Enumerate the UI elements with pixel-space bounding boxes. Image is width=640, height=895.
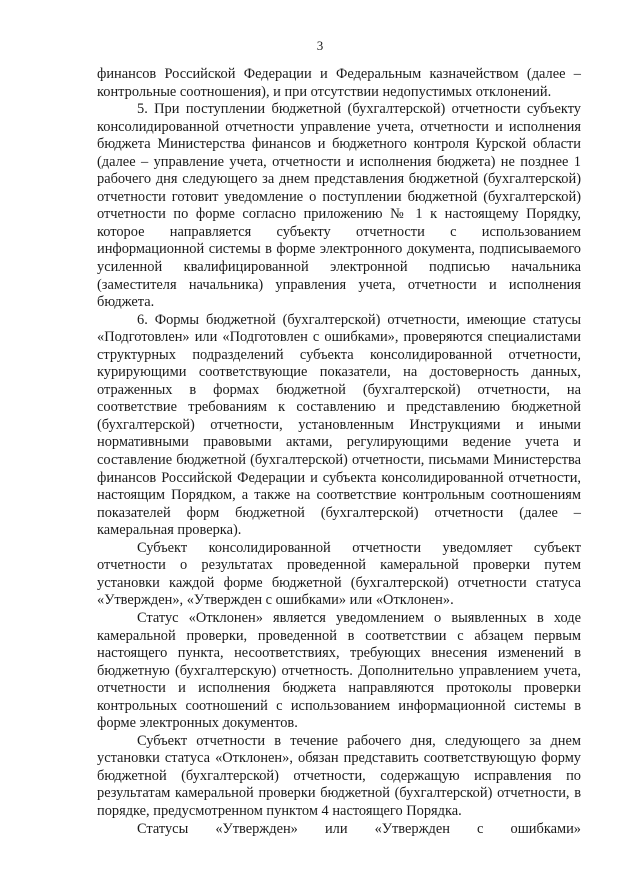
paragraph-continuation: финансов Российской Федерации и Федеральным казначейством (далее – контрольные соотношения), и при отсутствии недопустимых отклонений. [97, 66, 581, 100]
paragraph-status-rejected: Статус «Отклонен» является уведомлением о выявленных в ходе камеральной проверки, проведенной в соответствии с абзацем первым настоящего пункта, несоответствиях, требующих внесения изменений в бюджетную (бухгалтерскую) отчетность. Дополнительно управлением учета, отчетности и исполнения бюджета направляются протоколы проверки контрольных соотношений с использованием информационной системы в форме электронных документов. [97, 609, 581, 732]
page-number: 3 [316, 38, 324, 53]
paragraph-item-6: 6. Формы бюджетной (бухгалтерской) отчетности, имеющие статусы «Подготовлен» или «Подготовлен с ошибками», проверяются специалистами структурных подразделений субъекта консолидированной отчетности, курирующими соответствующие показатели, на достоверность данных, отраженных в формах бюджетной (бухгалтерской) отчетности, на соответствие требованиям к составлению и представлению бюджетной (бухгалтерской) отчетности, установленным Инструкциями и иными нормативными правовыми актами, регулирующими ведение учета и составление бюджетной (бухгалтерской) отчетности, письмами Министерства финансов Российской Федерации и субъекта консолидированной отчетности, настоящим Порядком, а также на соответствие контрольным соотношениям показателей форм бюджетной (бухгалтерской) отчетности (далее – камеральная проверка). [97, 311, 581, 539]
paragraph-item-5: 5. При поступлении бюджетной (бухгалтерской) отчетности субъекту консолидированной отчетности управление учета, отчетности и исполнения бюджета Министерства финансов и бюджетного контроля Курской области (далее – управление учета, отчетности и исполнения бюджета) не позднее 1 рабочего дня следующего за днем представления бюджетной (бухгалтерской) отчетности готовит уведомление о поступлении бюджетной (бухгалтерской) отчетности по форме согласно приложению № 1 к настоящему Порядку, которое направляется субъекту отчетности с использованием информационной системы в форме электронного документа, подписываемого усиленной квалифицированной электронной подписью начальника (заместителя начальника) управления учета, отчетности и исполнения бюджета. [97, 101, 581, 311]
paragraph-notification: Субъект консолидированной отчетности уведомляет субъект отчетности о результатах проведенной камеральной проверки путем установки каждой форме бюджетной (бухгалтерской) отчетности статуса «Утвержден», «Утвержден с ошибками» или «Отклонен». [97, 539, 581, 609]
document-body [97, 66, 581, 838]
paragraph-statuses: Статусы «Утвержден» или «Утвержден с ошибками» [137, 820, 581, 837]
paragraph-resubmission: Субъект отчетности в течение рабочего дня, следующего за днем установки статуса «Отклонен», обязан представить соответствующую форму бюджетной (бухгалтерской) отчетности, содержащую исправления по результатам камеральной проверки бюджетной (бухгалтерской) отчетности, в порядке, предусмотренном пунктом 4 настоящего Порядка. [97, 732, 581, 819]
